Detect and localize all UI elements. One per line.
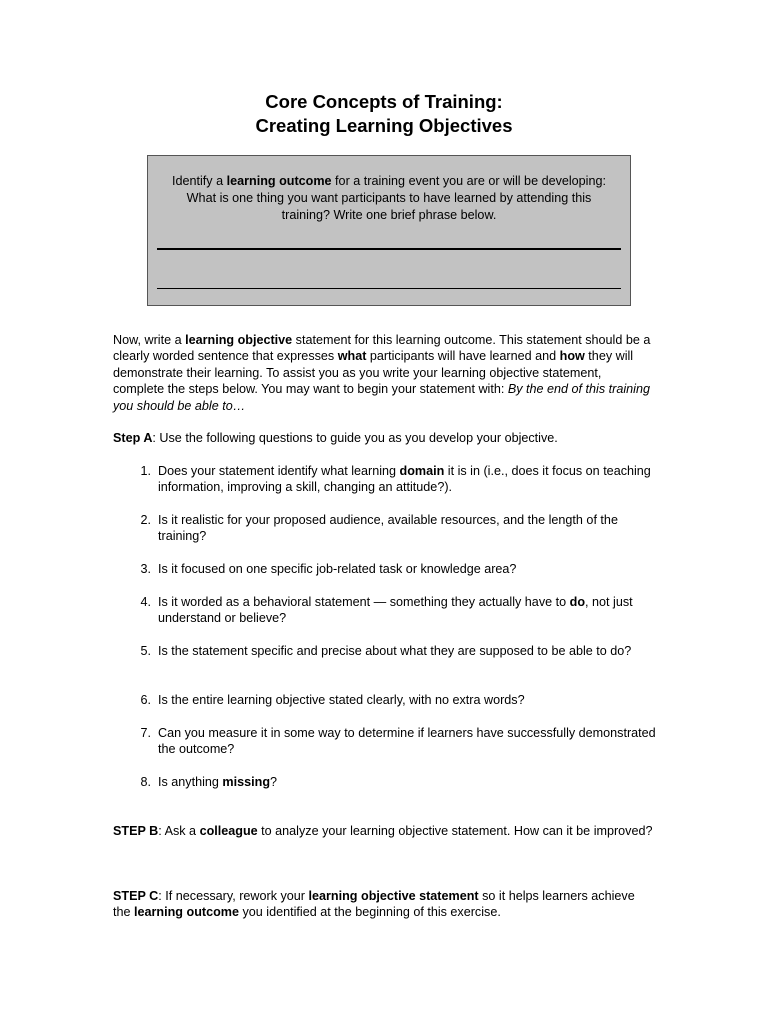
page-title-line2: Creating Learning Objectives bbox=[255, 115, 513, 136]
worksheet-page: Core Concepts of Training: Creating Learning Objectives Identify a learning outcome for a training event you are or will be developing: What is one thing you want participants to have learned by attending this training? Write one brief phrase below. Now, write a learning objective statement for this learning outcome. This statement should be a clearly worded sentence that expresses what participants will have learned and how they will demonstrate their learning. To assist you as you write your learning objective statement, complete the steps below. You may want to begin your statement with: By the end of this training you should be able to… Step A: Use the following questions to guide you as you develop your objective. 1. Does your statement identify what learning domain it is in (i.e., does it focus on teaching information, improving a skill, changing an attitude?). 2. Is it realistic for your proposed audience, available resources, and the length of the training? 3. Is it focused on one specific job-related task or knowledge area? 4. Is it worded as a behavioral statement — something they actually have to do, not just understand or believe? 5. Is the statement specific and precise about what they are supposed to be able to do? 6. Is the entire learning objective stated clearly, with no extra words? 7. Can you measure it in some way to determine if learners have successfully demonstrated the outcome? 8. Is anything missing? STEP B: Ask a colleague to analyze your learning objective statement. How can it be improved? STEP C: If necessary, rework your learning objective statement so it helps learners achieve the learning outcome you identified at the beginning of this exercise. bbox=[0, 0, 768, 1024]
answer-line-2[interactable] bbox=[157, 288, 621, 289]
learning-outcome-box bbox=[147, 155, 631, 306]
learning-outcome-instructions: Identify a learning outcome for a training event you are or will be developing: What is one thing you want participants to have learned by attending this training? Write one brief phrase below. bbox=[171, 174, 606, 222]
step-a-heading: Step A: Use the following questions to guide you as you develop your objective. bbox=[113, 431, 558, 445]
step-b-paragraph: STEP B: Ask a colleague to analyze your learning objective statement. How can it be improved? bbox=[113, 824, 653, 838]
page-title-line1: Core Concepts of Training: bbox=[265, 91, 503, 112]
answer-line-1[interactable] bbox=[157, 248, 621, 250]
intro-paragraph: Now, write a learning objective statement for this learning outcome. This statement should be a clearly worded sentence that expresses what participants will have learned and how they will demonstrate their learning. To assist you as you write your learning objective statement, complete the steps below. You may want to begin your statement with: By the end of this training you should be able to… bbox=[113, 333, 651, 413]
step-c-paragraph: STEP C: If necessary, rework your learning objective statement so it helps learners achieve the learning outcome you identified at the beginning of this exercise. bbox=[113, 889, 635, 920]
